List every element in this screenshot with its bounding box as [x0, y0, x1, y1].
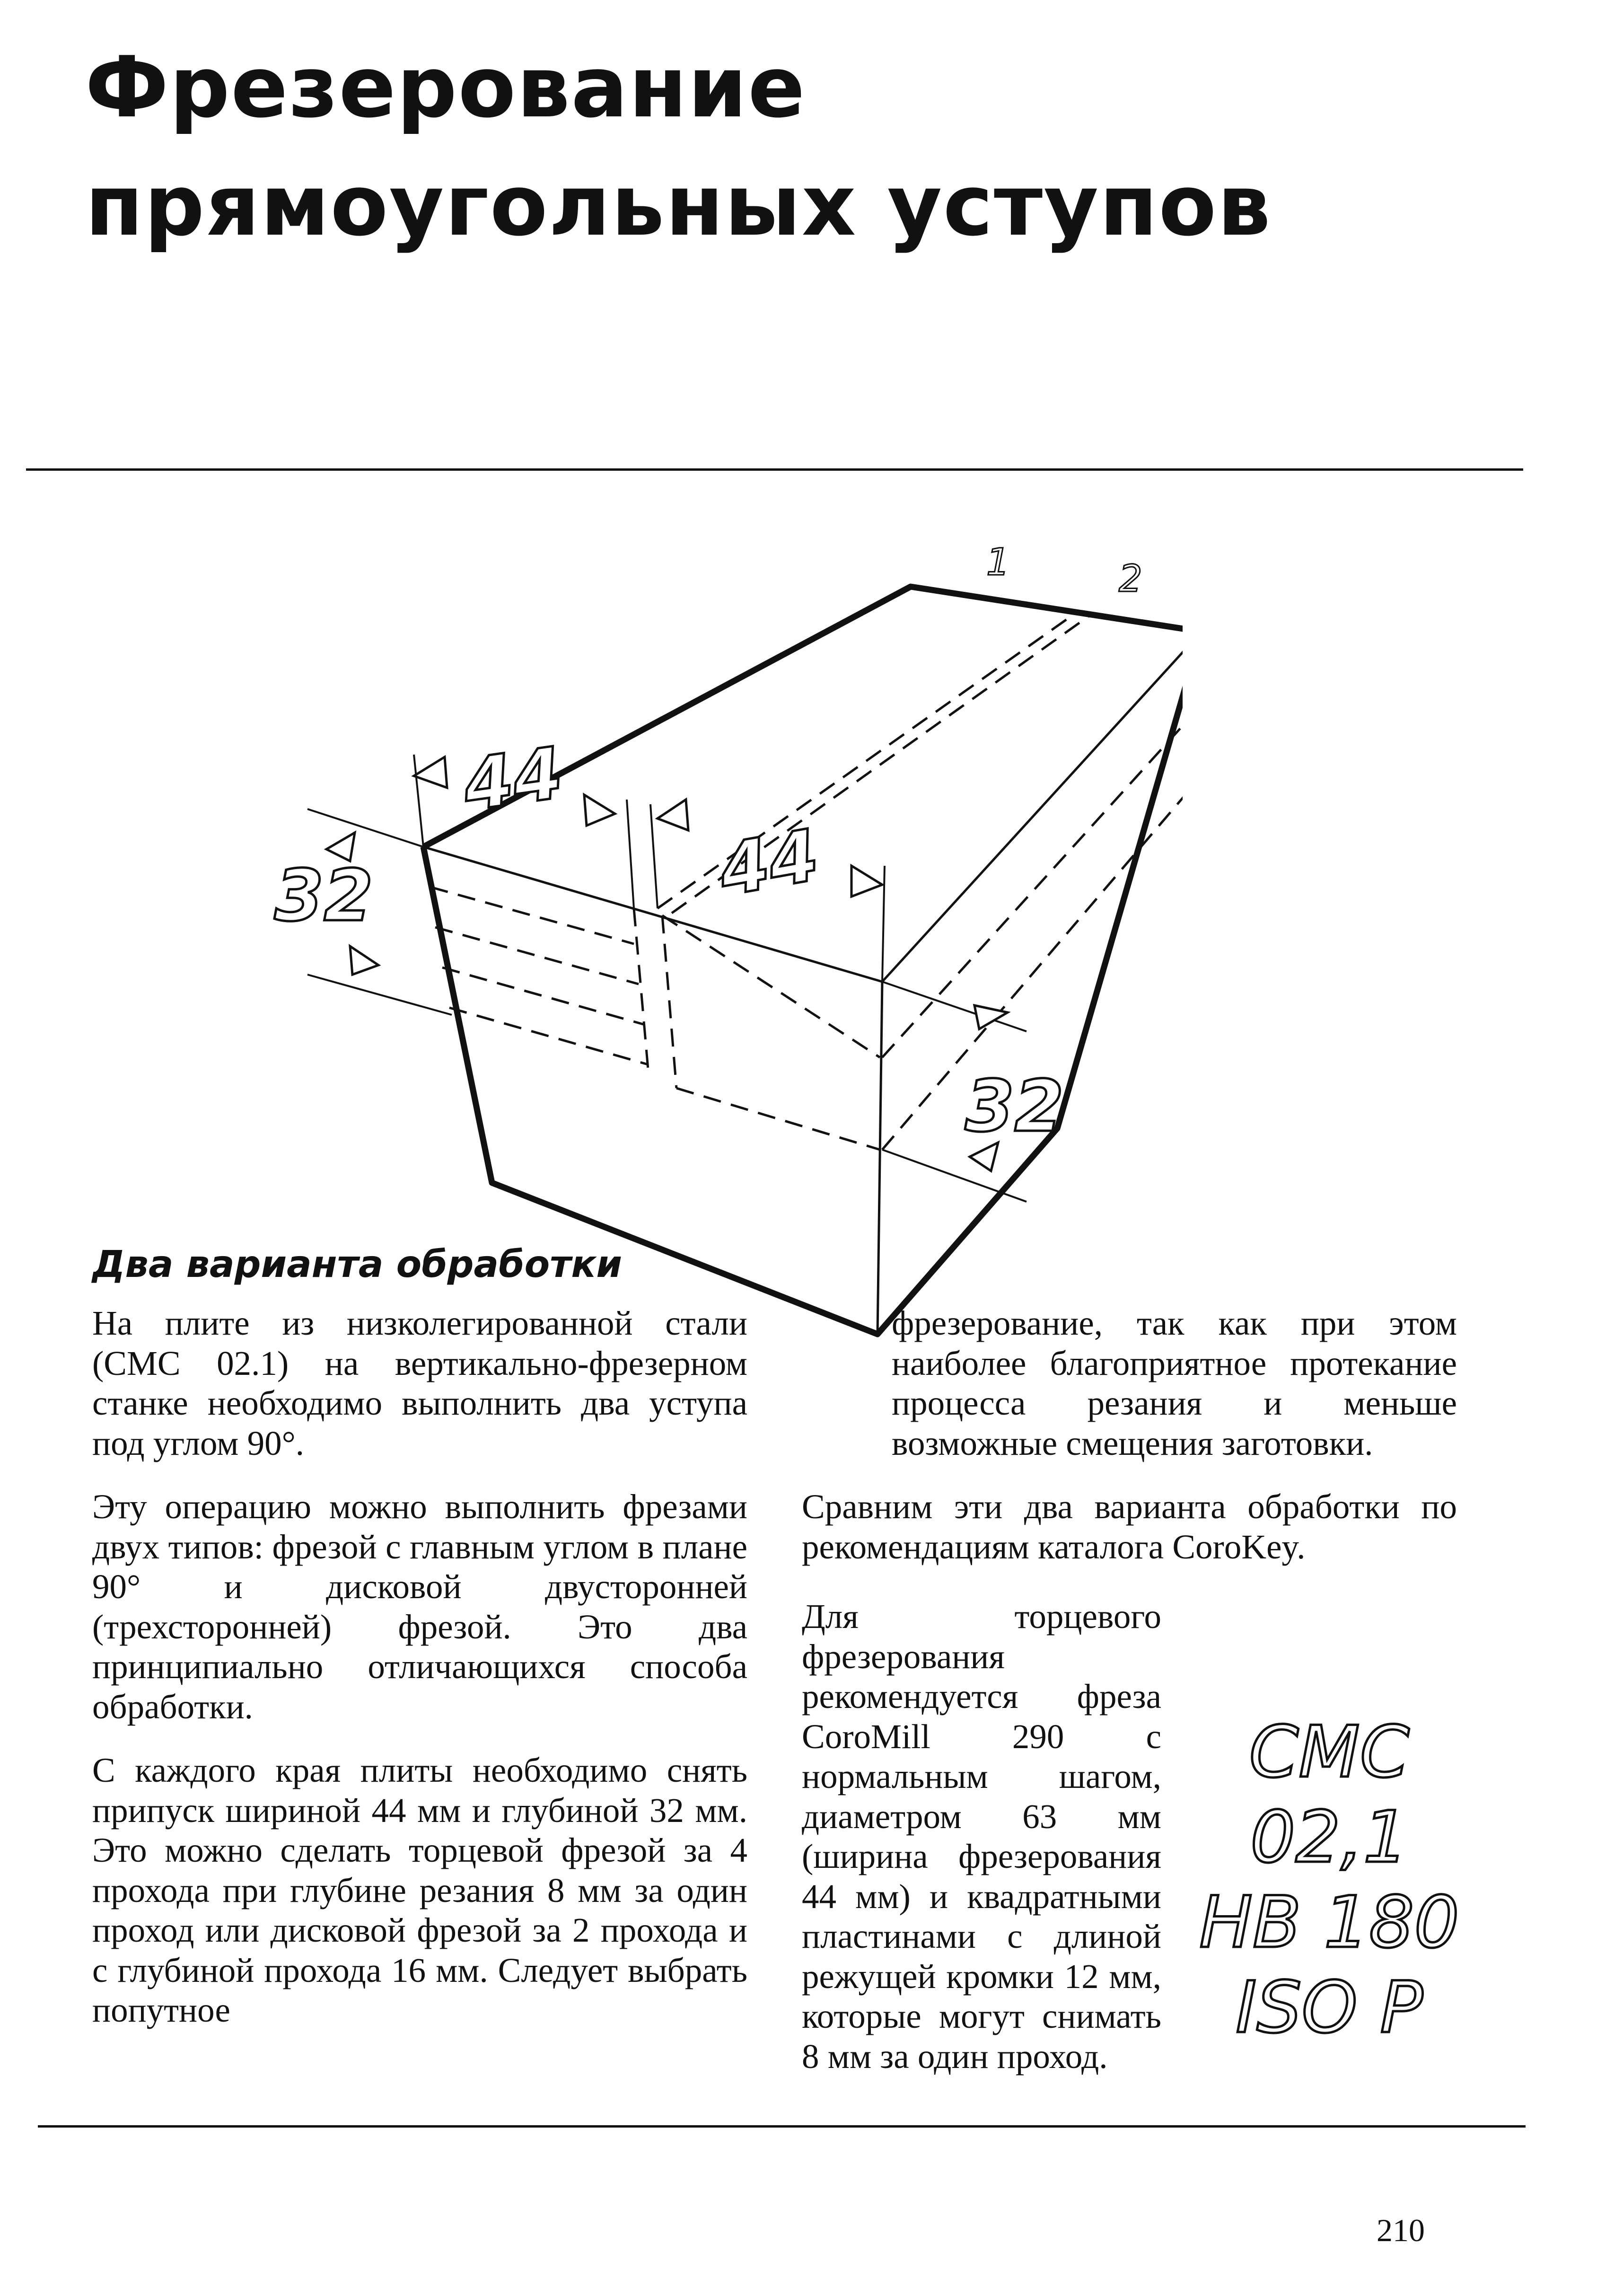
dimension-width-front: 44 — [458, 732, 568, 827]
material-line-2: 02,1 — [1250, 1796, 1408, 1879]
material-line-1: CMC — [1249, 1711, 1410, 1794]
material-code-box — [1187, 1706, 1481, 2046]
dimension-depth-right: 32 — [965, 1065, 1064, 1148]
dimension-width-top: 44 — [713, 814, 825, 913]
top-divider — [26, 468, 1523, 471]
title-line-1: Фрезерование — [85, 38, 806, 136]
left-paragraph-1: На плите из низколегированной стали (СМС 02.1) на вертикально-фрезерном станке необходимо выполнить два уступа под углом 90°. — [92, 1304, 747, 1462]
dimension-arrows — [326, 757, 1008, 1171]
title-line-2: прямоугольных уступов — [85, 157, 1272, 255]
left-paragraph-3: С каждого края плиты необходимо снять припуск шириной 44 мм и глубиной 32 мм. Это можно сделать торцевой фрезой за 4 прохода при глубине резания 8 мм за один проход или дисковой фрезой за 2 прохода и с глубиной прохода 16 мм. Следует выбрать попутное — [92, 1751, 747, 2029]
section-heading: Два варианта обработки — [92, 1243, 622, 1286]
right-paragraph-3: Для торцевого фрезерования рекомендуется фреза CoroMill 290 с нормальным шагом, диаметром 63 мм (ширина фрезерования 44 мм) и квадратными пластинами с длиной режущей кромки 12 мм, которые могут снимать 8 мм за один проход. — [802, 1597, 1161, 2076]
material-line-3: HB 180 — [1199, 1882, 1459, 1964]
block-outline — [423, 587, 1183, 1334]
figure-label-2: 2 — [1119, 558, 1142, 600]
figure-label-1: 1 — [986, 541, 1010, 584]
right-paragraph-1: фрезерование, так как при этом наиболее благоприятное протекание процесса резания и меньше возможные смещения заготовки. — [892, 1304, 1457, 1462]
left-column — [92, 1303, 747, 2054]
material-line-4: ISO P — [1236, 1967, 1423, 2046]
workpiece-figure — [237, 511, 1183, 1344]
page-title — [85, 28, 1504, 265]
bottom-divider — [38, 2125, 1526, 2128]
left-paragraph-2: Эту операцию можно выполнить фрезами двух типов: фрезой с главным углом в плане 90° и дисковой двусторонней (трехсторонней) фрезой. Это два принципиально отличающихся способа обработки. — [92, 1487, 747, 1726]
page-number: 210 — [1377, 2212, 1425, 2248]
dimension-depth-left: 32 — [274, 855, 373, 937]
right-paragraph-2: Сравним эти два варианта обработки по рекомендациям каталога CoroKey. — [802, 1487, 1457, 1566]
right-column-top — [802, 1303, 1457, 1591]
